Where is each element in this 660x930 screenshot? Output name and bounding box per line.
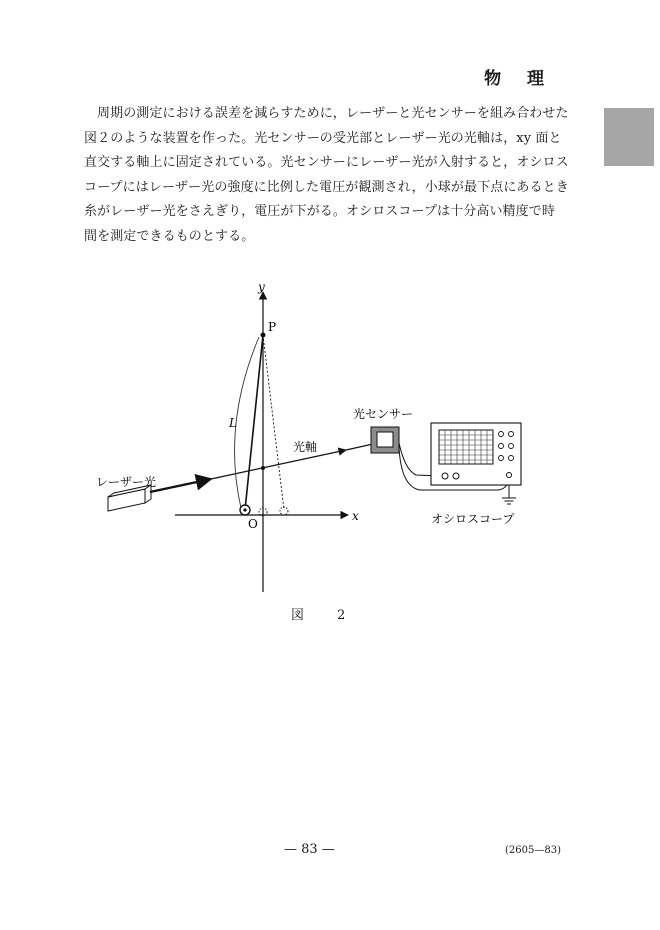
swing-end-dotted bbox=[280, 507, 288, 515]
optical-axis-line bbox=[211, 450, 346, 479]
subject-header: 物 理 bbox=[484, 69, 554, 89]
figure-caption: 図 2 bbox=[291, 608, 356, 623]
paragraph-line: コープにはレーザー光の強度に比例した電圧が観測され，小球が最下点にあるとき bbox=[84, 179, 569, 195]
apparatus-figure bbox=[0, 270, 660, 600]
x-axis-label: x bbox=[352, 509, 359, 523]
oscilloscope-label: オシロスコープ bbox=[431, 512, 515, 526]
length-label: L bbox=[229, 416, 237, 430]
sensor-window bbox=[377, 432, 393, 447]
paragraph-line: 直交する軸上に固定されている。光センサーにレーザー光が入射すると，オシロス bbox=[84, 155, 569, 170]
origin-label: O bbox=[248, 517, 258, 531]
paragraph-line: 周期の測定における誤差を減らすために，レーザーと光センサーを組み合わせた bbox=[97, 106, 569, 121]
problem-paragraph bbox=[84, 102, 568, 249]
laser-beam bbox=[150, 479, 211, 492]
page-number: — 83 — bbox=[284, 842, 335, 857]
ground-icon bbox=[502, 498, 516, 504]
paragraph-line: 糸がレーザー光をさえぎり，電圧が下がる。オシロスコープは十分高い精度で時 bbox=[84, 204, 555, 219]
paragraph-line: 図２のような装置を作った。光センサーの受光部とレーザー光の光軸は，xy 面と bbox=[84, 130, 562, 146]
section-tab-marker bbox=[604, 108, 654, 166]
document-code: (2605—83) bbox=[505, 845, 561, 856]
pivot-label: P bbox=[268, 320, 277, 334]
sensor-label: 光センサー bbox=[353, 407, 414, 421]
beam-axis-crossing bbox=[261, 466, 265, 470]
optical-axis-label: 光軸 bbox=[293, 440, 318, 454]
y-axis-label: y bbox=[258, 280, 265, 294]
paragraph-line: 間を測定できるものとする。 bbox=[84, 228, 255, 244]
laser-label: レーザー光 bbox=[96, 475, 157, 489]
pendulum-string bbox=[245, 335, 263, 510]
swing-dotted-line bbox=[263, 335, 284, 510]
pendulum-bob-center bbox=[243, 508, 246, 511]
length-bracket bbox=[235, 337, 259, 508]
